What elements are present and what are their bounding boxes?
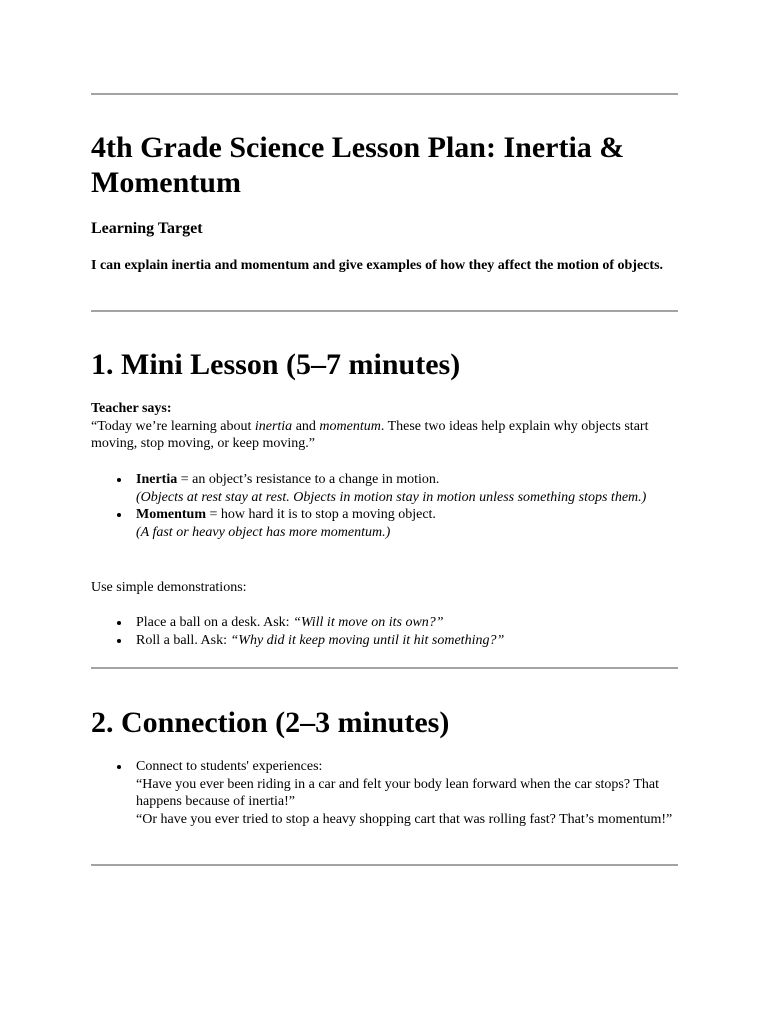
definition-term: Momentum (136, 507, 206, 522)
demo-text: Place a ball on a desk. Ask: (136, 615, 294, 630)
learning-target-statement-block (91, 257, 678, 275)
demos-list-block (91, 614, 678, 649)
connection-quote-car: “Have you ever been riding in a car and felt your body lean forward when the car stops? That happens because of inertia!” (136, 776, 659, 809)
demo-text: Roll a ball. Ask: (136, 632, 231, 648)
teacher-quote-term-inertia: inertia (254, 418, 293, 434)
teacher-quote-term-momentum: momentum (319, 418, 381, 434)
definition-note: (A fast or heavy object has more momentum.) (136, 524, 391, 540)
horizontal-divider (91, 93, 678, 95)
demo-intro-block (91, 579, 678, 597)
connection-list-block (91, 758, 678, 828)
connection-heading-block (91, 705, 678, 740)
teacher-says-block (91, 400, 678, 453)
teacher-quote-and: and (292, 418, 320, 434)
horizontal-divider (91, 667, 678, 669)
connection-quote-cart: “Or have you ever tried to stop a heavy shopping cart that was rolling fast? That’s momentum!” (136, 811, 673, 827)
list-item (136, 506, 678, 541)
connection-item-label: Connect to students' experiences: (136, 759, 323, 774)
definitions-list (91, 471, 678, 541)
demo-question: “Will it move on its own?” (293, 615, 444, 630)
demo-intro: Use simple demonstrations: (91, 580, 247, 595)
connection-list (91, 758, 678, 828)
horizontal-divider (91, 864, 678, 866)
teacher-says-label: Teacher says: (91, 401, 172, 416)
learning-target-block (91, 219, 678, 239)
mini-lesson-heading: 1. Mini Lesson (5–7 minutes) (91, 348, 461, 381)
page-title: 4th Grade Science Lesson Plan: Inertia & Momentum (91, 131, 625, 199)
definition-text: = an object’s resistance to a change in motion. (177, 472, 440, 487)
list-item (136, 758, 678, 828)
mini-lesson-heading-block (91, 347, 678, 382)
connection-heading: 2. Connection (2–3 minutes) (91, 706, 450, 739)
learning-target-heading: Learning Target (91, 220, 203, 237)
definition-note: (Objects at rest stay at rest. Objects in motion stay in motion unless something stops them.) (136, 489, 647, 505)
definition-text: = how hard it is to stop a moving object. (206, 507, 436, 522)
title-block (91, 130, 678, 200)
demo-question: “Why did it keep moving until it hit something?” (230, 632, 505, 648)
list-item (136, 632, 678, 650)
list-item (136, 471, 678, 506)
definition-term: Inertia (136, 472, 178, 487)
definitions-list-block (91, 471, 678, 541)
teacher-quote-end: . These two ideas help explain why objects start moving, stop moving, or keep moving.” (91, 418, 649, 451)
learning-target-statement: I can explain inertia and momentum and give examples of how they affect the motion of objects. (91, 258, 664, 273)
list-item (136, 614, 678, 632)
teacher-quote-start: “Today we’re learning about (91, 418, 255, 434)
demos-list (91, 614, 678, 649)
horizontal-divider (91, 310, 678, 312)
